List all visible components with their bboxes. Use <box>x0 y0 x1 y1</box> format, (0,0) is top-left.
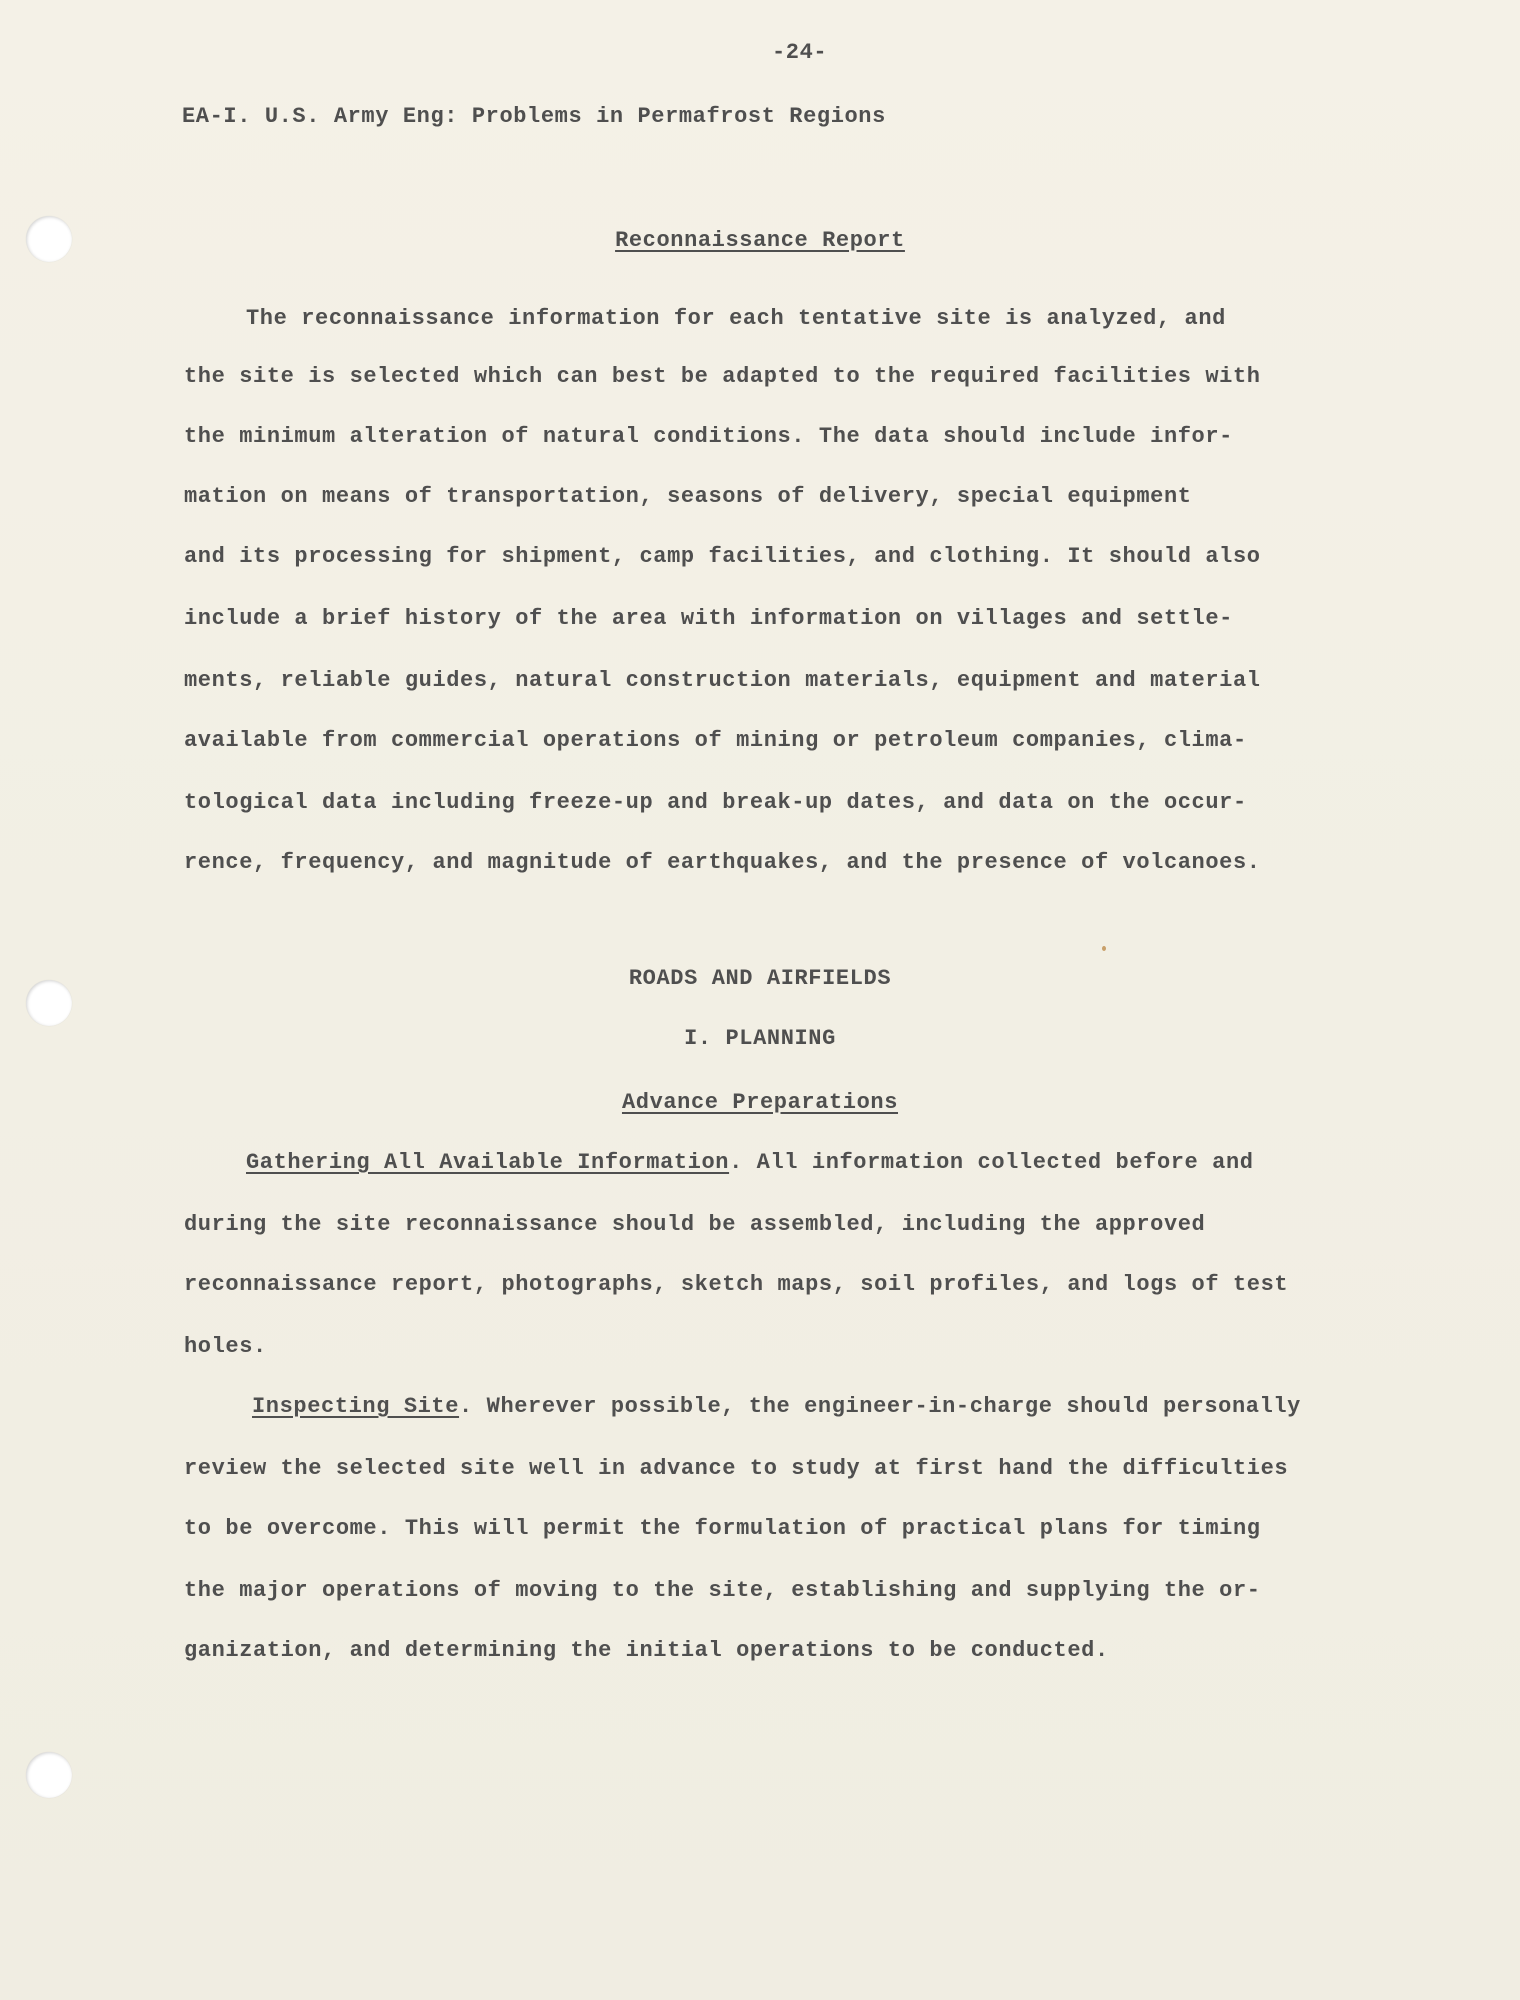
gathering-information-title: Gathering All Available Information <box>246 1150 730 1175</box>
inspecting-site-title: Inspecting Site <box>252 1394 460 1419</box>
paragraph-line: holes. <box>184 1334 267 1359</box>
paragraph-first-line <box>252 1394 1301 1419</box>
paragraph-line: the minimum alteration of natural conditions. The data should include infor- <box>184 424 1233 449</box>
paragraph-line: the major operations of moving to the site, establishing and supplying the or- <box>184 1578 1261 1603</box>
inspecting-first-line-text: . Wherever possible, the engineer-in-charge should personally <box>459 1394 1301 1419</box>
roads-and-airfields-heading: ROADS AND AIRFIELDS <box>628 966 892 991</box>
document-header: EA-I. U.S. Army Eng: Problems in Permafrost Regions <box>182 104 886 129</box>
paragraph-line: during the site reconnaissance should be assembled, including the approved <box>184 1212 1206 1237</box>
paragraph-line: reconnaissance report, photographs, sketch maps, soil profiles, and logs of test <box>184 1272 1289 1297</box>
reconnaissance-report-heading: Reconnaissance Report <box>615 228 905 253</box>
paragraph-line: the site is selected which can best be adapted to the required facilities with <box>184 364 1261 389</box>
planning-heading: I. PLANNING <box>684 1026 836 1051</box>
paragraph-line: ments, reliable guides, natural construction materials, equipment and material <box>184 668 1261 693</box>
paragraph-line: rence, frequency, and magnitude of earthquakes, and the presence of volcanoes. <box>184 850 1261 875</box>
paragraph-line: include a brief history of the area with information on villages and settle- <box>184 606 1233 631</box>
advance-preparations-heading: Advance Preparations <box>621 1090 899 1115</box>
paragraph-line: ganization, and determining the initial operations to be conducted. <box>184 1638 1109 1663</box>
paragraph-line: The reconnaissance information for each tentative site is analyzed, and <box>246 306 1226 331</box>
gathering-first-line-text: . All information collected before and <box>729 1150 1254 1175</box>
paragraph-line: available from commercial operations of mining or petroleum companies, clima- <box>184 728 1247 753</box>
paragraph-line: review the selected site well in advance to study at first hand the difficulties <box>184 1456 1289 1481</box>
paragraph-line: to be overcome. This will permit the formulation of practical plans for timing <box>184 1516 1261 1541</box>
paragraph-line: and its processing for shipment, camp facilities, and clothing. It should also <box>184 544 1261 569</box>
paragraph-line: mation on means of transportation, seasons of delivery, special equipment <box>184 484 1192 509</box>
paragraph-line: tological data including freeze-up and break-up dates, and data on the occur- <box>184 790 1247 815</box>
paper-speck <box>1102 946 1106 951</box>
page-number: -24- <box>772 40 828 65</box>
paragraph-first-line <box>246 1150 1254 1175</box>
punch-hole-bottom <box>26 1752 72 1798</box>
